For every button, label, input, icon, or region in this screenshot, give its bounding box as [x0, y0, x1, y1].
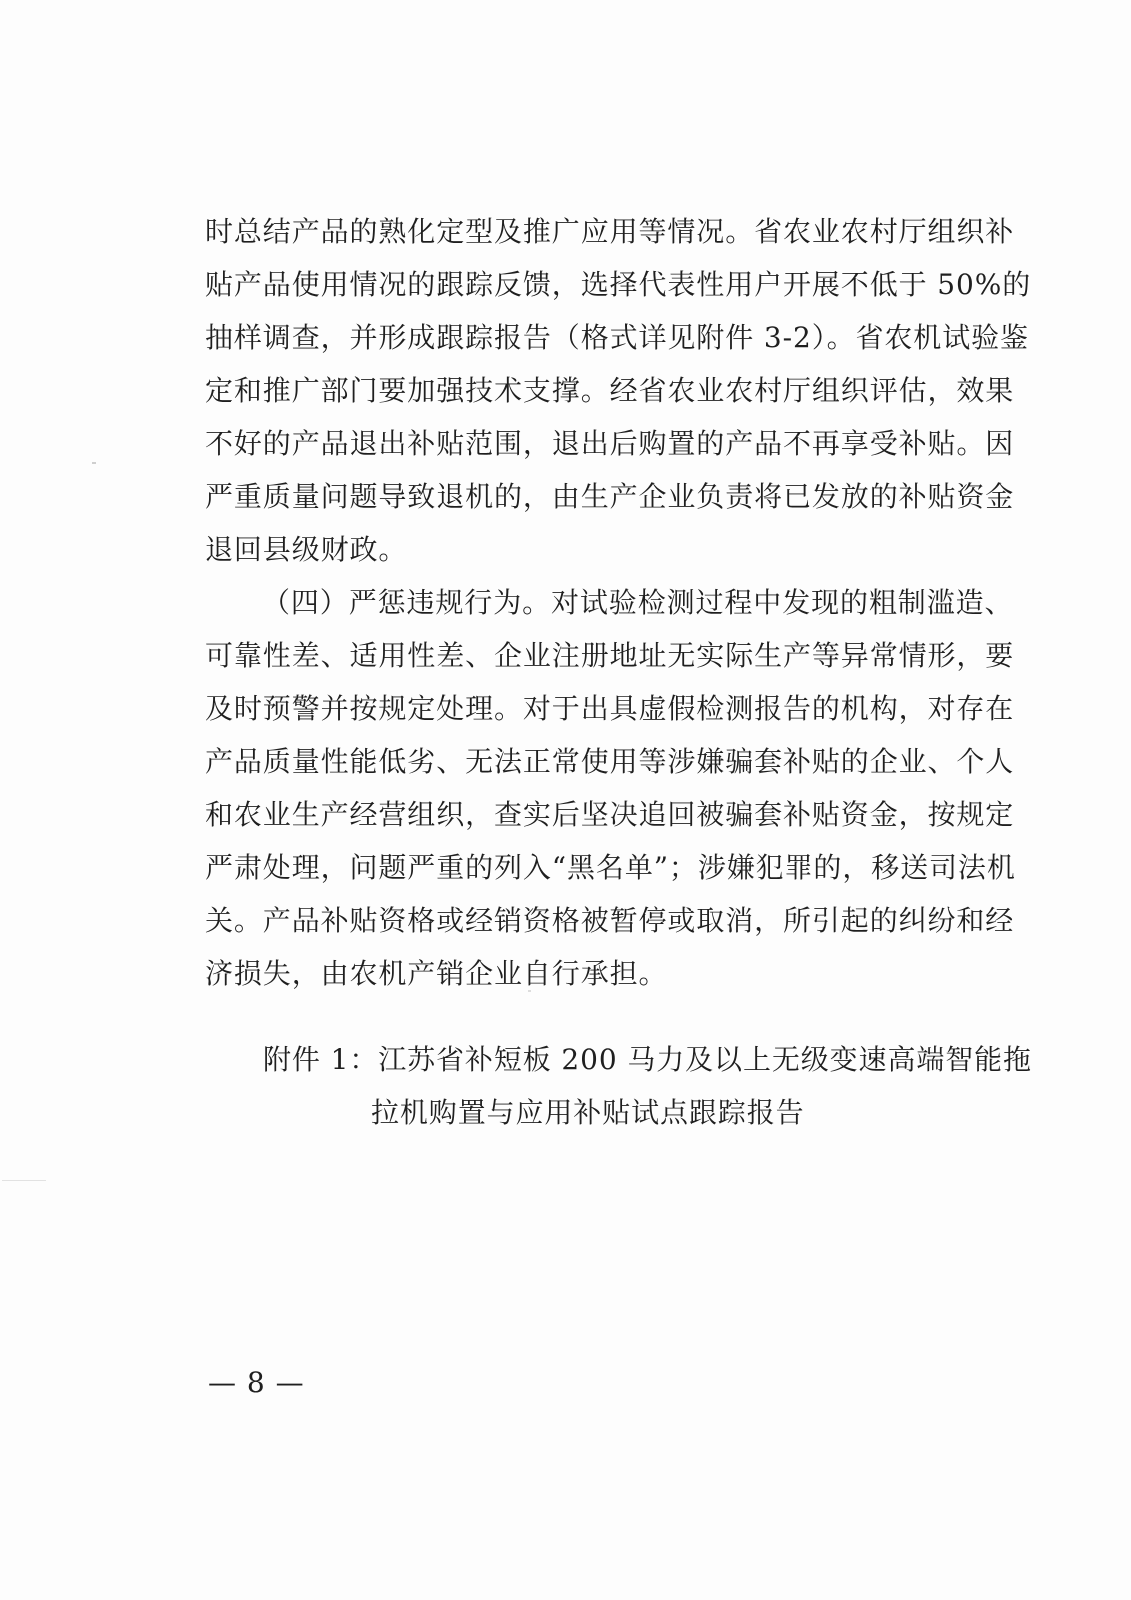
body-line: 时总结产品的熟化定型及推广应用等情况。省农业农村厅组织补 — [205, 215, 1015, 248]
body-line: 产品质量性能低劣、无法正常使用等涉嫌骗套补贴的企业、个人 — [205, 745, 1015, 778]
attachment-title-line-2: 拉机购置与应用补贴试点跟踪报告 — [371, 1096, 805, 1129]
body-line: 济损失，由农机产销企业自行承担。 — [205, 957, 668, 990]
body-line: 和农业生产经营组织，查实后坚决追回被骗套补贴资金，按规定 — [205, 798, 1015, 831]
body-line: 定和推广部门要加强技术支撑。经省农业农村厅组织评估，效果 — [205, 374, 1015, 407]
body-line: 抽样调查，并形成跟踪报告（格式详见附件 3-2）。省农机试验鉴 — [205, 321, 1029, 354]
body-line: 严重质量问题导致退机的，由生产企业负责将已发放的补贴资金 — [205, 480, 1015, 513]
scan-speck — [2, 1180, 46, 1181]
page-number: — 8 — — [208, 1366, 305, 1399]
body-line: 可靠性差、适用性差、企业注册地址无实际生产等异常情形，要 — [205, 639, 1015, 672]
body-line: 严肃处理，问题严重的列入“黑名单”；涉嫌犯罪的，移送司法机 — [205, 851, 1016, 884]
scan-speck — [92, 462, 96, 464]
section-heading-line: （四）严惩违规行为。对试验检测过程中发现的粗制滥造、 — [262, 586, 1014, 619]
attachment-title-line-1: 附件 1：江苏省补短板 200 马力及以上无级变速高端智能拖 — [263, 1043, 1032, 1076]
body-line: 及时预警并按规定处理。对于出具虚假检测报告的机构，对存在 — [205, 692, 1015, 725]
body-line: 关。产品补贴资格或经销资格被暂停或取消，所引起的纠纷和经 — [205, 904, 1015, 937]
scan-speck — [528, 990, 531, 992]
body-line: 不好的产品退出补贴范围，退出后购置的产品不再享受补贴。因 — [205, 427, 1015, 460]
body-line: 退回县级财政。 — [205, 533, 408, 566]
body-line: 贴产品使用情况的跟踪反馈，选择代表性用户开展不低于 50%的 — [205, 268, 1032, 301]
